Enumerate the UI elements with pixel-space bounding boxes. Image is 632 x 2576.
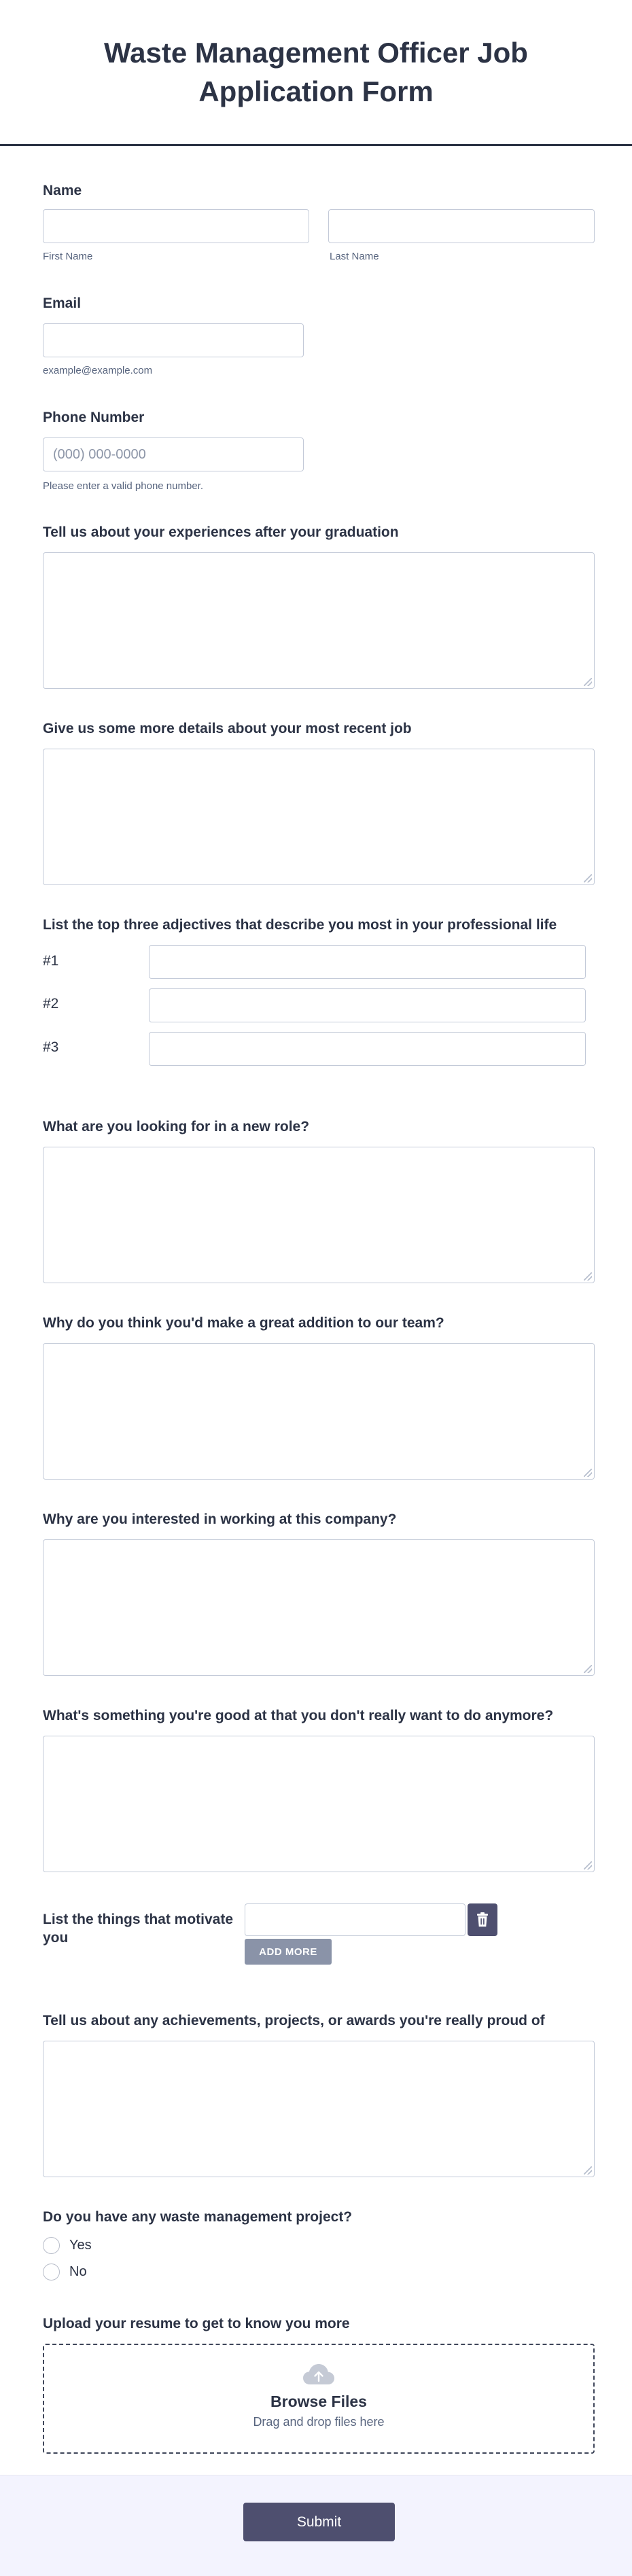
first-name-input[interactable] <box>43 209 309 243</box>
radio-circle[interactable] <box>43 2237 60 2254</box>
form-footer <box>0 2475 632 2576</box>
radio-label: Yes <box>69 2238 92 2253</box>
addition-field <box>43 1314 595 1332</box>
phone-sublabel: Please enter a valid phone number. <box>43 480 203 492</box>
drag-drop-label: Drag and drop files here <box>253 2415 385 2429</box>
resize-grip-icon[interactable] <box>584 1861 592 1870</box>
browse-files-label[interactable]: Browse Files <box>270 2393 367 2410</box>
trash-icon <box>476 1912 489 1927</box>
resize-grip-icon[interactable] <box>584 874 592 882</box>
name-label: Name <box>43 183 82 198</box>
resize-grip-icon[interactable] <box>584 1272 592 1281</box>
achievements-label: Tell us about any achievements, projects, or awards you're really proud of <box>43 2013 545 2028</box>
new-role-label: What are you looking for in a new role? <box>43 1119 310 1134</box>
email-label: Email <box>43 296 82 311</box>
achievements-field <box>43 2012 595 2030</box>
adjective-2-input[interactable] <box>149 988 586 1022</box>
phone-input[interactable] <box>43 437 304 471</box>
experiences-label: Tell us about your experiences after your graduation <box>43 524 399 540</box>
last-name-input[interactable] <box>328 209 595 243</box>
radio-label: No <box>69 2264 87 2279</box>
resume-field <box>43 2315 595 2429</box>
experiences-textarea[interactable] <box>43 552 595 689</box>
adjective-3-label: #3 <box>43 1039 59 1055</box>
good-at-field <box>43 1707 595 1725</box>
adjective-1-label: #1 <box>43 953 59 969</box>
resize-grip-icon[interactable] <box>584 2166 592 2175</box>
radio-option-yes[interactable] <box>43 2237 92 2254</box>
recent-job-field <box>43 720 595 738</box>
resume-label: Upload your resume to get to know you more <box>43 2316 350 2331</box>
good-at-label: What's something you're good at that you don't really want to do anymore? <box>43 1708 554 1723</box>
email-input[interactable] <box>43 323 304 357</box>
cloud-upload-icon <box>302 2363 335 2386</box>
waste-project-label: Do you have any waste management project? <box>43 2209 353 2225</box>
submit-button[interactable]: Submit <box>243 2503 395 2541</box>
new-role-field <box>43 1118 595 1136</box>
delete-item-button[interactable] <box>468 1903 497 1936</box>
file-dropzone[interactable] <box>43 2344 595 2454</box>
phone-field <box>43 409 595 492</box>
experiences-field <box>43 524 595 541</box>
last-name-sublabel: Last Name <box>330 251 379 262</box>
motivate-input[interactable] <box>245 1903 466 1936</box>
form-title: Waste Management Officer Job Application Form <box>104 37 528 107</box>
first-name-sublabel: First Name <box>43 251 93 262</box>
recent-job-textarea[interactable] <box>43 749 595 885</box>
good-at-textarea[interactable] <box>43 1736 595 1872</box>
motivate-label: List the things that motivate you <box>43 1912 234 1946</box>
addition-label: Why do you think you'd make a great addition to our team? <box>43 1315 444 1331</box>
achievements-textarea[interactable] <box>43 2041 595 2177</box>
email-field <box>43 295 595 376</box>
addition-textarea[interactable] <box>43 1343 595 1480</box>
resize-grip-icon[interactable] <box>584 1665 592 1673</box>
adjective-2-label: #2 <box>43 996 59 1012</box>
email-sublabel: example@example.com <box>43 365 153 376</box>
adjective-3-input[interactable] <box>149 1032 586 1066</box>
radio-option-no[interactable] <box>43 2264 87 2280</box>
resize-grip-icon[interactable] <box>584 1469 592 1477</box>
new-role-textarea[interactable] <box>43 1147 595 1283</box>
add-more-button[interactable]: ADD MORE <box>245 1939 332 1965</box>
form-header <box>0 0 632 146</box>
name-field <box>43 182 595 262</box>
interest-field <box>43 1511 595 1528</box>
adjective-1-input[interactable] <box>149 945 586 979</box>
radio-circle[interactable] <box>43 2264 60 2280</box>
resize-grip-icon[interactable] <box>584 678 592 686</box>
adjectives-label: List the top three adjectives that describe you most in your professional life <box>43 917 557 933</box>
waste-project-field <box>43 2208 595 2279</box>
adjectives-field <box>43 916 595 1055</box>
interest-label: Why are you interested in working at this company? <box>43 1511 397 1527</box>
recent-job-label: Give us some more details about your most recent job <box>43 721 412 736</box>
phone-label: Phone Number <box>43 410 145 425</box>
interest-textarea[interactable] <box>43 1539 595 1676</box>
